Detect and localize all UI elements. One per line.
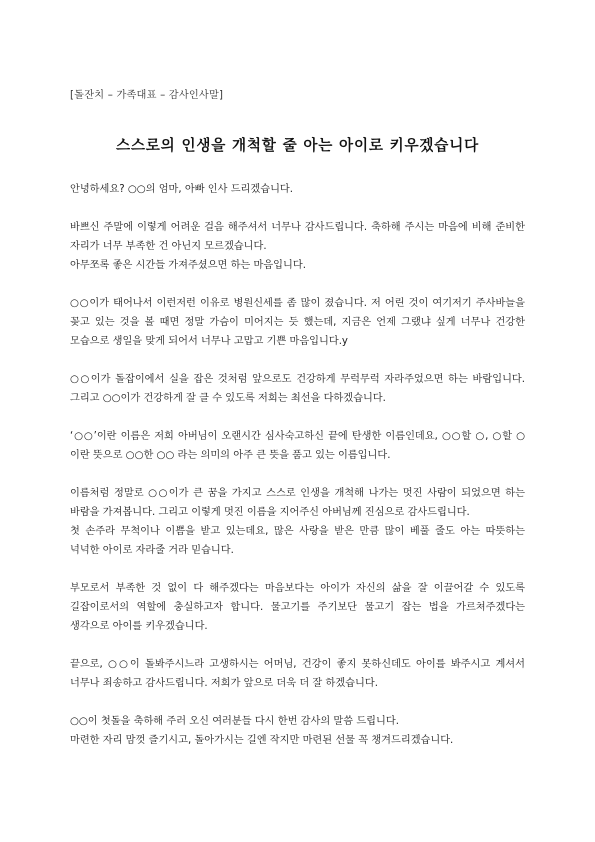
paragraph-grandmother bbox=[70, 655, 525, 693]
paragraph-line: 아무쪼록 좋은 시간들 가져주셨으면 하는 마음입니다. bbox=[70, 260, 306, 271]
paragraph-line: 안녕하세요? ○○의 엄마, 아빠 인사 드리겠습니다. bbox=[70, 184, 293, 195]
paragraph-line: 끝으로, ○○이 돌봐주시느라 고생하시는 어머님, 건강이 좋지 못하신데도 아이를 봐주시고 계셔서 너무나 죄송하고 감사드립니다. 저희가 앞으로 더욱 더 잘 하겠습니다. bbox=[70, 659, 525, 689]
paragraph-doljabi bbox=[70, 370, 525, 408]
paragraph-hospital bbox=[70, 294, 525, 351]
paragraph-closing bbox=[70, 712, 525, 750]
paragraph-parenting bbox=[70, 579, 525, 636]
document-body bbox=[70, 180, 525, 750]
paragraph-line: 마련한 자리 맘껏 즐기시고, 돌아가시는 길엔 작지만 마련된 선물 꼭 챙겨드리겠습니다. bbox=[70, 735, 454, 746]
document-title: 스스로의 인생을 개척할 줄 아는 아이로 키우겠습니다 bbox=[115, 137, 480, 154]
paragraph-line: 부모로서 부족한 것 없이 다 해주겠다는 마음보다는 아이가 자신의 삶을 잘 이끌어갈 수 있도록 길잡이로서의 역할에 충실하고자 합니다. 물고기를 주기보단 물고기 잡는 법을 가르쳐주겠다는 생각으로 아이를 키우겠습니다. bbox=[70, 583, 525, 632]
paragraph-name-meaning bbox=[70, 427, 525, 465]
paragraph-line: 첫 손주라 무척이나 이쁨을 받고 있는데요, 많은 사랑을 받은 만큼 많이 베풀 줄도 아는 따뜻하는 넉넉한 아이로 자라줄 거라 믿습니다. bbox=[70, 526, 525, 556]
paragraph-line: 바쁘신 주말에 이렇게 어려운 걸음 해주셔서 너무나 감사드립니다. 축하해 주시는 마음에 비해 준비한 자리가 너무 부족한 건 아닌지 모르겠습니다. bbox=[70, 222, 525, 252]
paragraph-line: 이름처럼 정말로 ○○이가 큰 꿈을 가지고 스스로 인생을 개척해 나가는 멋진 사람이 되었으면 하는 바람을 가져봅니다. 그리고 이렇게 멋진 이름을 지어주신 아버님께 진심으로 감사드립니다. bbox=[70, 488, 525, 518]
paragraph-thanks bbox=[70, 218, 525, 275]
paragraph-wish bbox=[70, 484, 525, 560]
header-tag: [돌잔치 – 가족대표 – 감사인사말] bbox=[70, 90, 224, 101]
paragraph-line: ‘○○’이란 이름은 저희 아버님이 오랜시간 심사숙고하신 끝에 탄생한 이름인데요, ○○할 ○, ○할 ○이란 뜻으로 ○○한 ○○ 라는 의미의 아주 큰 뜻을 품고 있는 이름입니다. bbox=[70, 431, 525, 461]
paragraph-line: ○○이 첫돌을 축하해 주러 오신 여러분들 다시 한번 감사의 말씀 드립니다. bbox=[70, 716, 399, 727]
paragraph-line: ○○이가 태어나서 이런저런 이유로 병원신세를 좀 많이 졌습니다. 저 어린 것이 여기저기 주사바늘을 꽂고 있는 것을 볼 때면 정말 가슴이 미어지는 듯 했는데, 지금은 언제 그랬냐 싶게 너무나 건강한 모습으로 생일을 맞게 되어서 너무나 고맙고 기쁜 마음입니다.y bbox=[70, 298, 525, 347]
paragraph-greeting bbox=[70, 180, 525, 199]
paragraph-line: ○○이가 돌잡이에서 실을 잡은 것처럼 앞으로도 건강하게 무럭무럭 자라주었으면 하는 바람입니다. 그리고 ○○이가 건강하게 잘 클 수 있도록 저희는 최선을 다하겠습니다. bbox=[70, 374, 525, 404]
